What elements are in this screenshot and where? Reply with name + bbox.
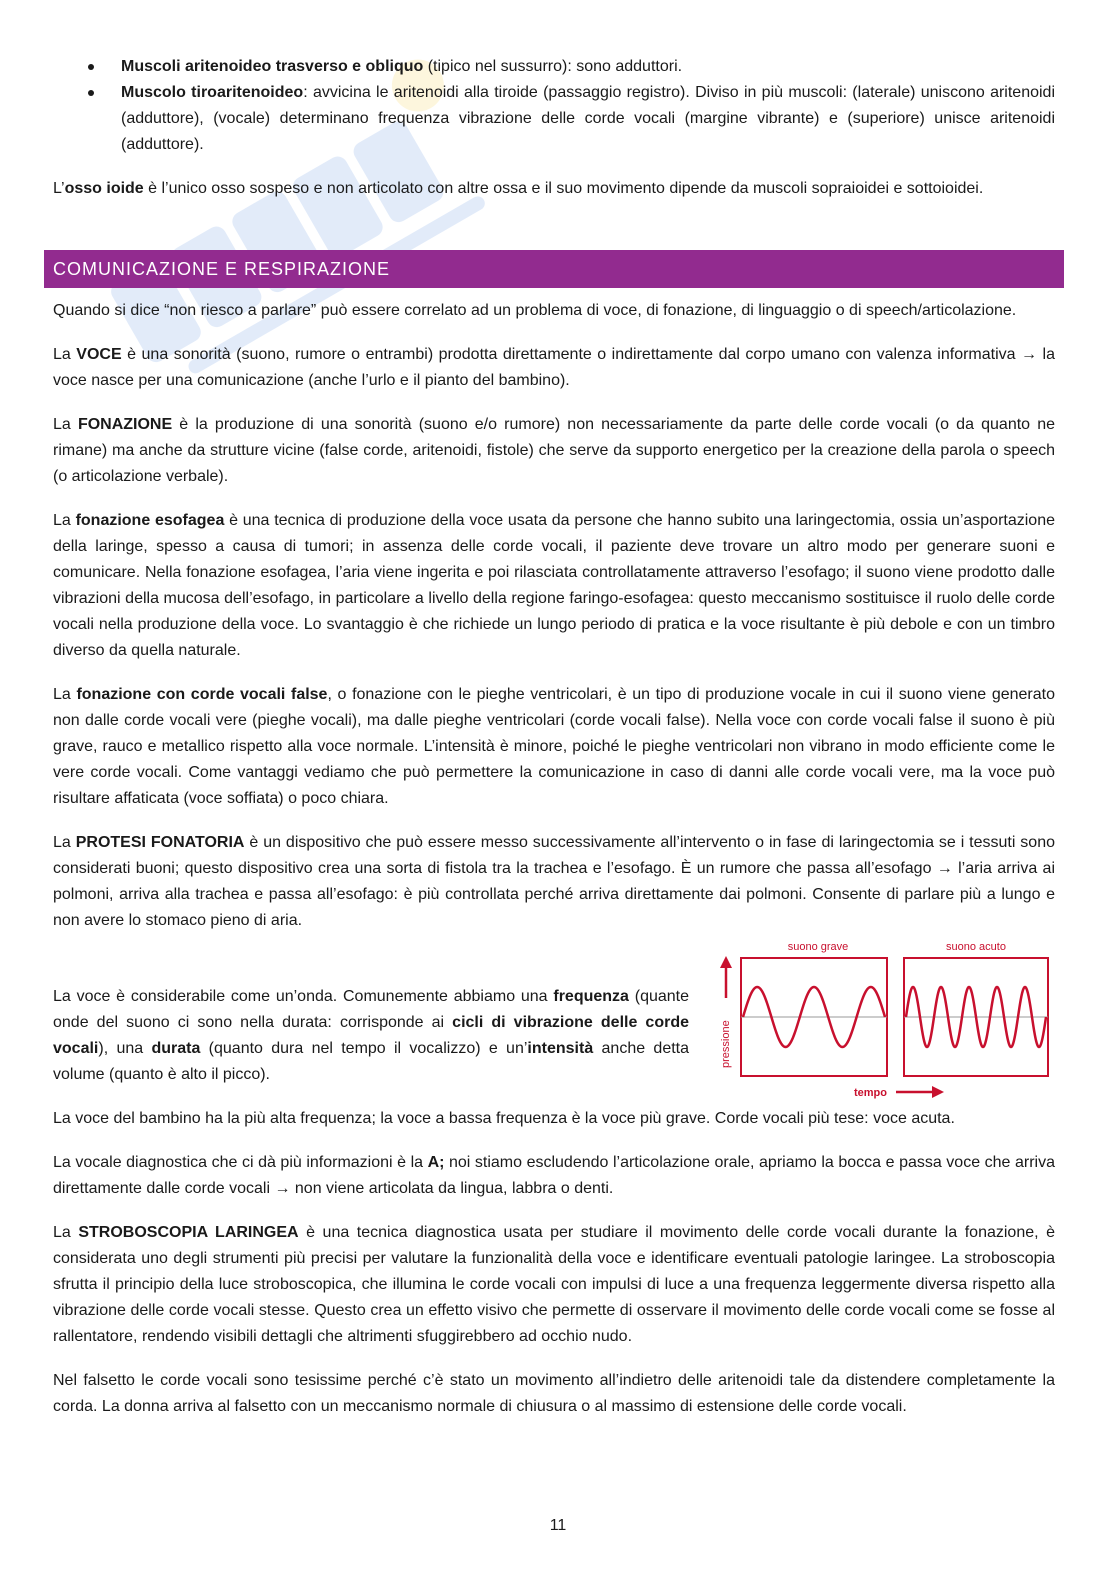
y-arrow-head <box>720 956 732 968</box>
paragraph-bambino: La voce del bambino ha la più alta frequenza; la voce a bassa frequenza è la voce più grave. Corde vocali più tese: voce acuta. <box>53 1110 955 1127</box>
paragraph-voce: La VOCE è una sonorità (suono, rumore o entrambi) prodotta direttamente o indirettamente dal corpo umano con valenza informativa → la voce nasce per una comunicazione (anche l’urlo e il pianto del bambino). <box>53 346 1055 389</box>
top-content <box>53 54 1055 202</box>
page-number: 11 <box>549 1517 567 1534</box>
x-label: tempo <box>854 1087 887 1099</box>
paragraph-corde-false: La fonazione con corde vocali false, o fonazione con le pieghe ventricolari, è un tipo di produzione vocale in cui il suono viene generato non dalle corde vocali vere (pieghe vocali), ma dalle pieghe ventricolari (corde vocali false). Nella voce con corde vocali false il suono è più grave, rauco e metallico rispetto alla voce normale. L’intensità è minore, poiché le pieghe ventricolari non vibrano in modo efficiente come le vere corde vocali. Come vantaggi vediamo che può permettere la comunicazione in caso di danni alle corde vocali vere, ma la voce può risultare affaticata (voce soffiata) o poco chiara. <box>53 686 1056 807</box>
body-content-lower <box>53 1106 1055 1420</box>
y-label: pressione <box>720 1020 732 1068</box>
label-suono-grave: suono grave <box>787 941 849 953</box>
paragraph-osso-ioide: L’osso ioide è l’unico osso sospeso e non articolato con altre ossa e il suo movimento dipende da muscoli sopraioidei e sottoioidei. <box>53 180 984 197</box>
paragraph-falsetto: Nel falsetto le corde vocali sono tesissime perché c’è stato un movimento all’indietro delle aritenoidi tale da distendere completamente la corda. La donna arriva al falsetto con un meccanismo normale di chiusura o al massimo di estensione delle corde vocali. <box>53 1372 1055 1415</box>
body-content <box>53 298 1055 934</box>
x-arrow-head <box>932 1086 944 1098</box>
paragraph-onda: La voce è considerabile come un’onda. Comunemente abbiamo una frequenza (quante onde del suono ci sono nella durata: corrisponde ai cicli di vibrazione delle corde vocali), una durata (quanto dura nel tempo il vocalizzo) e un’intensità anche detta volume (quanto è alto il picco). <box>53 988 690 1083</box>
list-item: Muscoli aritenoideo trasverso e obliquo (tipico nel sussurro): sono adduttori. <box>53 54 1055 80</box>
paragraph-protesi: La PROTESI FONATORIA è un dispositivo che può essere messo successivamente all’intervento o in fase di laringectomia se i tessuti sono considerati buoni; questo dispositivo crea una sorta di fistola tra la trachea e l’esofago. È un rumore che passa all’esofago → l’aria arriva ai polmoni, arriva alla trachea e passa all’esofago: è più controllata perché arriva direttamente dai polmoni. Consente di parlare più a lungo e non avere lo stomaco pieno di aria. <box>53 834 1056 929</box>
list-item: Muscolo tiroaritenoideo: avvicina le aritenoidi alla tiroide (passaggio registro). Diviso in più muscoli: (laterale) uniscono aritenoidi (adduttore), (vocale) determinano frequenza vibrazione delle corde vocali (margine vibrante) e (superiore) unisce aritenoidi (adduttore). <box>53 80 1055 158</box>
paragraph-vocale: La vocale diagnostica che ci dà più informazioni è la A; noi stiamo escludendo l’articolazione orale, apriamo la bocca e passa voce che arriva direttamente dalle corde vocali → non viene articolata da lingua, labbra o denti. <box>53 1154 1056 1197</box>
paragraph-quando: Quando si dice “non riesco a parlare” può essere correlato ad un problema di voce, di fonazione, di linguaggio o di speech/articolazione. <box>53 302 1017 319</box>
paragraph-fonazione-esofagea: La fonazione esofagea è una tecnica di produzione della voce usata da persone che hanno subito una laringectomia, ossia un’asportazione della laringe, spesso a causa di tumori; in assenza delle corde vocali, il paziente deve trovare un altro modo per generare suoni e comunicare. Nella fonazione esofagea, l’aria viene ingerita e poi rilasciata controllatamente attraverso l’esofago; il suono viene prodotto dalle vibrazioni della mucosa dell’esofago, in particolare a livello della regione faringo-esofagea: questo meccanismo sostituisce il ruolo delle corde vocali nella produzione della voce. Lo svantaggio è che richiede un lungo periodo di pratica e la voce risultante è più debole e con un timbro diverso da quella naturale. <box>53 512 1056 659</box>
paragraph-fonazione: La FONAZIONE è la produzione di una sonorità (suono e/o rumore) non necessariamente da parte delle corde vocali (o da quanto ne rimane) ma anche da strutture vicine (false corde, aritenoidi, fistole) che serve da supporto energetico per la creazione della parola o speech (o articolazione verbale). <box>53 416 1055 485</box>
paragraph-stroboscopia: La STROBOSCOPIA LARINGEA è una tecnica diagnostica usata per studiare il movimento delle corde vocali durante la fonazione, è considerata uno degli strumenti più precisi per valutare la funzionalità della voce e identificare eventuali patologie laringee. La stroboscopia sfrutta il principio della luce stroboscopica, che illumina le corde vocali con impulsi di luce a una frequenza leggermente diversa rispetto alla vibrazione delle corde vocali stesse. Questo crea un effetto visivo che permette di osservare il movimento delle corde vocali come se fosse al rallentatore, rendendo visibili dettagli che altrimenti sfuggirebbero ad occhio nudo. <box>53 1224 1055 1345</box>
muscle-list <box>53 54 1055 158</box>
sound-wave-figure <box>714 936 1064 1102</box>
section-heading: COMUNICAZIONE E RESPIRAZIONE <box>44 250 1064 288</box>
label-suono-acuto: suono acuto <box>946 941 1006 953</box>
